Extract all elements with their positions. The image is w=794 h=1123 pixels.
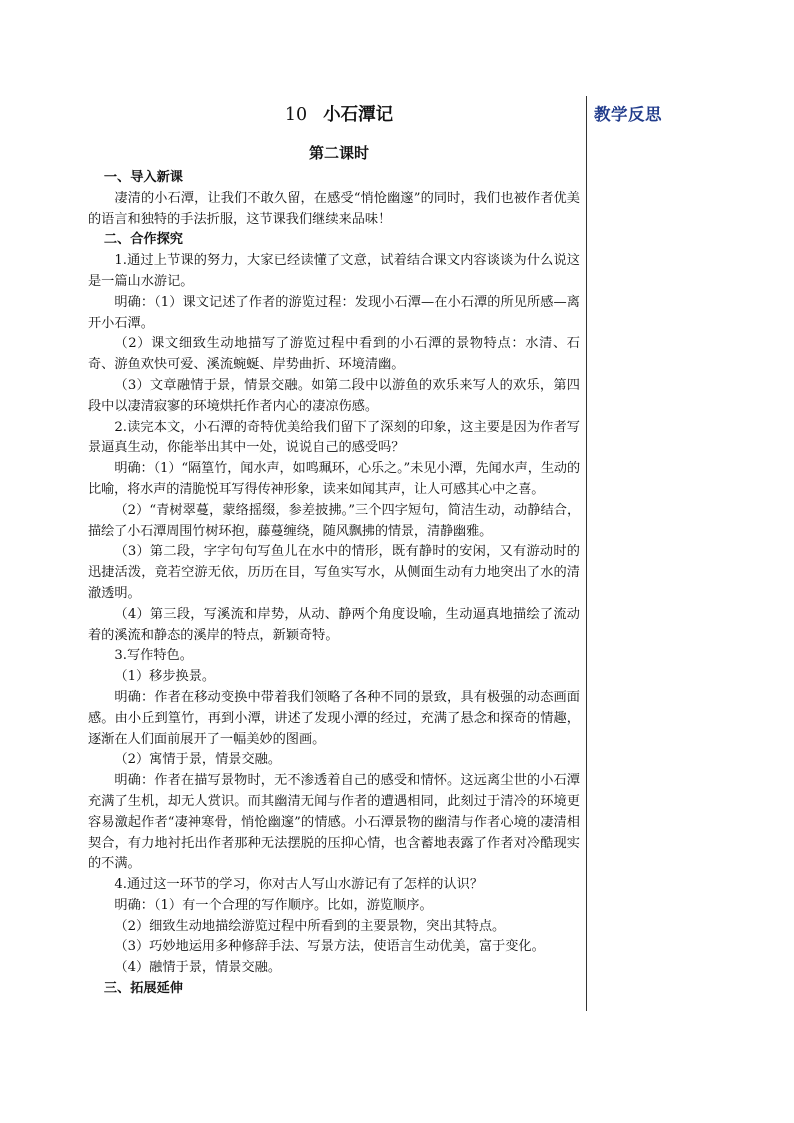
lesson-title <box>98 100 580 130</box>
lesson-content <box>88 100 580 1000</box>
paragraph: （1）移步换景。 <box>114 669 216 685</box>
paragraph: （3）文章融情于景，情景交融。如第二段中以游鱼的欢乐来写人的欢乐，第四段中以凄清寂寥的环境烘托作者内心的凄凉伤感。 <box>88 377 580 414</box>
paragraph: （2）细致生动地描绘游览过程中所看到的主要景物，突出其特点。 <box>114 918 506 934</box>
column-divider <box>586 96 587 1011</box>
section-heading-extension: 三、拓展延伸 <box>103 981 183 997</box>
paragraph: 凄清的小石潭，让我们不敢久留，在感受“悄怆幽邃”的同时，我们也被作者优美的语言和独特的手法折服，这节课我们继续来品味！ <box>88 190 580 227</box>
paragraph: 3.写作特色。 <box>114 648 193 664</box>
paragraph: 明确：（1）课文记述了作者的游览过程：发现小石潭—在小石潭的所见所感—离开小石潭。 <box>88 294 580 331</box>
paragraph: 明确：（1）有一个合理的写作顺序。比如，游览顺序。 <box>114 897 433 913</box>
paragraph: 1.通过上节课的努力，大家已经读懂了文意，试着结合课文内容谈谈为什么说这是一篇山水游记。 <box>88 253 580 289</box>
paragraph: （2）课文细致生动地描写了游览过程中看到的小石潭的景物特点：水清、石奇、游鱼欢快可爱、溪流蜿蜒、岸势曲折、环境清幽。 <box>88 336 580 373</box>
lesson-title-text: 小石潭记 <box>323 105 394 125</box>
paragraph: 4.通过这一环节的学习，你对古人写山水游记有了怎样的认识？ <box>114 877 484 893</box>
lesson-number: 10 <box>284 105 308 125</box>
teaching-reflection-label: 教学反思 <box>594 105 662 124</box>
paragraph: （2）“青树翠蔓，蒙络摇缀，参差披拂。”三个四字短句，简洁生动，动静结合，描绘了小石潭周围竹树环抱，藤蔓缠绕，随风飘拂的情景，清静幽雅。 <box>88 502 580 539</box>
paragraph: （3）巧妙地运用多种修辞手法、写景方法，使语言生动优美，富于变化。 <box>114 939 545 955</box>
paragraph: 明确：作者在移动变换中带着我们领略了各种不同的景致，具有极强的动态画面感。由小丘到篁竹，再到小潭，讲述了发现小潭的经过，充满了悬念和探奇的情趣，逐渐在人们面前展开了一幅美妙的图画。 <box>88 689 580 747</box>
paragraph: 明确：（1）“隔篁竹，闻水声，如鸣珮环，心乐之。”未见小潭，先闻水声，生动的比喻，将水声的清脆悦耳写得传神形象，读来如闻其声，让人可感其心中之喜。 <box>88 461 580 497</box>
section-heading-inquiry: 二、合作探究 <box>103 232 183 248</box>
paragraph: 明确：作者在描写景物时，无不渗透着自己的感受和情怀。这远离尘世的小石潭充满了生机，却无人赏识。而其幽清无闻与作者的遭遇相同，此刻过于清冷的环境更容易激起作者“凄神寒骨，悄怆幽邃”的情感。小石潭景物的幽清与作者心境的凄清相契合，有力地衬托出作者那种无法摆脱的压抑心情，也含蓄地表露了作者对冷酷现实的不满。 <box>88 773 580 872</box>
paragraph: （4）融情于景，情景交融。 <box>114 960 282 976</box>
lesson-subtitle: 第二课时 <box>308 144 369 162</box>
paragraph: （4）第三段，写溪流和岸势，从动、静两个角度设喻，生动逼真地描绘了流动着的溪流和静态的溪岸的特点，新颖奇特。 <box>88 606 580 643</box>
paragraph: （2）寓情于景，情景交融。 <box>114 752 282 768</box>
paragraph: （3）第二段，字字句句写鱼儿在水中的情形，既有静时的安闲，又有游动时的迅捷活泼，竟若空游无依，历历在目，写鱼实写水，从侧面生动有力地突出了水的清澈透明。 <box>88 544 580 601</box>
section-heading-intro: 一、导入新课 <box>103 170 183 185</box>
paragraph: 2.读完本文，小石潭的奇特优美给我们留下了深刻的印象，这主要是因为作者写景逼真生动，你能举出其中一处，说说自己的感受吗？ <box>88 419 580 456</box>
